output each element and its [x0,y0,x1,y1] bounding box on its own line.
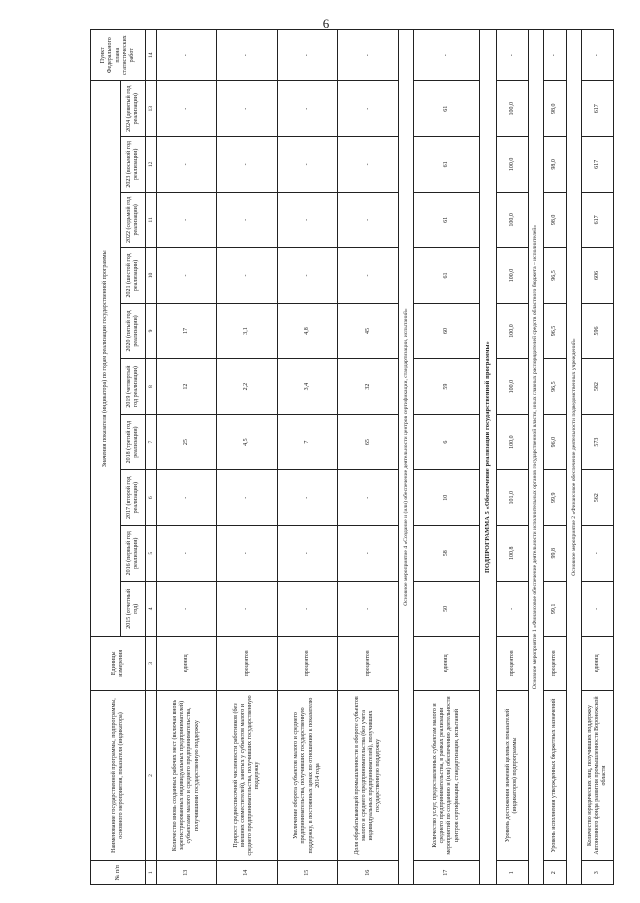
value-cell: - [156,248,217,304]
table-row [496,30,528,885]
value-cell: - [156,470,217,526]
header-year: 2018 (третий год реализации) [120,414,146,470]
value-cell: - [277,81,338,137]
indicator-unit: процентов [338,637,399,690]
row-num: 16 [338,861,399,885]
value-cell: - [338,192,399,248]
page-number: 6 [322,16,330,31]
value-cell: 65 [338,414,399,470]
value-cell: 100,0 [496,81,528,137]
value-cell: 100,0 [496,248,528,304]
value-cell: 573 [582,414,614,470]
value-cell: - [496,581,528,637]
indicator-name: Уровень достижения значений целевых показателей (индикаторов) подпрограммы [496,690,528,861]
value-cell: 50 [414,581,480,637]
value-cell: - [338,137,399,193]
value-cell: 98,0 [543,192,566,248]
column-number: 7 [146,414,156,470]
column-number: 9 [146,303,156,359]
value-cell: 98,0 [543,137,566,193]
header-year: 2015 (отчетный год) [120,581,146,637]
value-cell: 61 [414,81,480,137]
row-num: 15 [277,861,338,885]
stat-plan-cell: - [543,30,566,81]
table-row [156,30,217,885]
header-unit: Единицы измерения [91,637,146,690]
column-number: 2 [146,690,156,861]
column-number: 10 [146,248,156,304]
value-cell: 12 [156,359,217,415]
header-year: 2023 (восьмой год реализации) [120,137,146,193]
value-cell: 59 [414,359,480,415]
indicator-name: Доля обрабатывающей промышленности в обороте субъектов малого и среднего предпринимательства (без учета индивидуальных предпринимателей), получивших государственную поддержку [338,690,399,861]
value-cell: 6 [414,414,480,470]
stat-plan-cell: - [277,30,338,81]
value-cell: - [156,525,217,581]
value-cell: 17 [156,303,217,359]
value-cell: 96,5 [543,359,566,415]
header-year: 2024 (девятый год реализации) [120,81,146,137]
value-cell: - [217,248,278,304]
stat-plan-cell: - [217,30,278,81]
value-cell: - [338,81,399,137]
column-number: 13 [146,81,156,137]
section-heading: Основное мероприятие 2 «Финансовое обеспечение деятельности подведомственных учреждений» [567,30,582,885]
table-row [582,30,614,885]
indicator-unit: единиц [414,637,480,690]
value-cell: 3,1 [217,303,278,359]
stat-plan-cell: - [338,30,399,81]
value-cell: 10 [414,470,480,526]
indicator-name: Количество юридических лиц, получивших поддержку Автономного фонда развития промышленности Воронежской области [582,690,614,861]
value-cell: - [277,192,338,248]
value-cell: - [277,248,338,304]
indicator-name: Уровень исполнения утвержденных бюджетных назначений [543,690,566,861]
header-name: Наименование государственной программы, подпрограммы, основного мероприятия, показателя (индикатора) [91,690,146,861]
value-cell: - [156,81,217,137]
section-heading: Основное мероприятие 4 «Создание и (или) обеспечение деятельности центров сертификации, стандартизации, испытаний» [399,30,414,885]
column-number: 1 [146,861,156,885]
value-cell: 96,5 [543,303,566,359]
table-row [217,30,278,885]
row-num: 17 [414,861,480,885]
column-number: 14 [146,30,156,81]
value-cell: 45 [338,303,399,359]
value-cell: 4,5 [217,414,278,470]
value-cell: 96,0 [543,414,566,470]
value-cell: - [338,581,399,637]
value-cell: 562 [582,470,614,526]
indicator-unit: единиц [156,637,217,690]
value-cell: 60 [414,303,480,359]
value-cell: - [217,192,278,248]
value-cell: - [338,525,399,581]
value-cell: 99,9 [543,470,566,526]
header-statistical-plan: Пункт Федерального плана статистических работ [91,30,146,81]
value-cell: 617 [582,81,614,137]
value-cell: - [582,581,614,637]
stat-plan-cell: - [414,30,480,81]
header-year: 2021 (шестой год реализации) [120,248,146,304]
value-cell: 2,2 [217,359,278,415]
indicator-unit: процентов [543,637,566,690]
rotated-table-container [90,29,614,885]
column-number: 12 [146,137,156,193]
stat-plan-cell: - [582,30,614,81]
value-cell: 7 [277,414,338,470]
indicators-table [90,29,614,885]
indicator-unit: единиц [582,637,614,690]
value-cell: 58 [414,525,480,581]
header-num: № п/п [91,861,146,885]
value-cell: 100,0 [496,359,528,415]
section-heading: Основное мероприятие 1 «Финансовое обеспечение деятельности исполнительных органов государственной власти, иных главных распорядителей средств областного бюджета – исполнителей» [528,30,543,885]
table-row [414,30,480,885]
value-cell: - [156,581,217,637]
header-year: 2020 (пятый год реализации) [120,303,146,359]
indicator-name: Увеличение оборота субъектов малого и среднего предпринимательства, получивших государственную поддержку, в постоянных ценах по отношению к показателю 2014 года [277,690,338,861]
indicator-unit: процентов [217,637,278,690]
value-cell: - [277,137,338,193]
value-cell: 100,0 [496,137,528,193]
indicator-name: Количество вновь созданных рабочих мест (включая вновь зарегистрированных индивидуальных предпринимателей) субъектами малого и среднего предпринимательства, получившими государственную поддержку [156,690,217,861]
value-cell: 3,4 [277,359,338,415]
value-cell: 96,5 [543,248,566,304]
value-cell: 606 [582,248,614,304]
value-cell: 596 [582,303,614,359]
column-number: 3 [146,637,156,690]
stat-plan-cell: - [156,30,217,81]
indicator-name: Прирост среднесписочной численности работников (без внешних совместителей), занятых у субъектов малого и среднего предпринимательства, получивших государственную поддержку [217,690,278,861]
value-cell: 100,0 [496,192,528,248]
value-cell: - [338,248,399,304]
table-row [543,30,566,885]
value-cell: 100,0 [496,414,528,470]
column-number: 5 [146,525,156,581]
value-cell: - [217,581,278,637]
indicator-name: Количество услуг, предоставленных субъектам малого и среднего предпринимательства, в рамках реализации мероприятий по созданию и (или) обеспечению деятельности центров сертификации, стандартизации, испытаний [414,690,480,861]
value-cell: - [156,137,217,193]
subprogram-heading: ПОДПРОГРАММА 5 «Обеспечение реализации государственной программы» [479,30,496,885]
value-cell: 61 [414,137,480,193]
value-cell: - [277,581,338,637]
indicator-unit: процентов [496,637,528,690]
row-num: 2 [543,861,566,885]
value-cell: 4,8 [277,303,338,359]
value-cell: - [217,525,278,581]
value-cell: - [156,192,217,248]
value-cell: - [217,470,278,526]
header-year: 2017 (второй год реализации) [120,470,146,526]
header-year: 2016 (первый год реализации) [120,525,146,581]
column-number: 11 [146,192,156,248]
value-cell: - [277,525,338,581]
value-cell: 101,0 [496,470,528,526]
header-values-group: Значения показателя (индикатора) по годам реализации государственной программы [91,81,121,637]
column-number: 4 [146,581,156,637]
value-cell: - [217,137,278,193]
value-cell: 100,8 [496,525,528,581]
value-cell: 582 [582,359,614,415]
value-cell: 61 [414,192,480,248]
column-number: 8 [146,359,156,415]
row-num: 1 [496,861,528,885]
column-number: 6 [146,470,156,526]
value-cell: 32 [338,359,399,415]
value-cell: - [582,525,614,581]
row-num: 14 [217,861,278,885]
value-cell: 25 [156,414,217,470]
header-year: 2019 (четвертый год реализации) [120,359,146,415]
table-row [338,30,399,885]
value-cell: 617 [582,192,614,248]
header-year: 2022 (седьмой год реализации) [120,192,146,248]
value-cell: 99,8 [543,525,566,581]
row-num: 3 [582,861,614,885]
value-cell: 617 [582,137,614,193]
table-row [277,30,338,885]
value-cell: 98,0 [543,81,566,137]
value-cell: - [217,81,278,137]
row-num: 13 [156,861,217,885]
indicator-unit: процентов [277,637,338,690]
value-cell: 100,0 [496,303,528,359]
value-cell: - [277,470,338,526]
value-cell: 61 [414,248,480,304]
value-cell: - [338,470,399,526]
stat-plan-cell: - [496,30,528,81]
value-cell: 99,1 [543,581,566,637]
